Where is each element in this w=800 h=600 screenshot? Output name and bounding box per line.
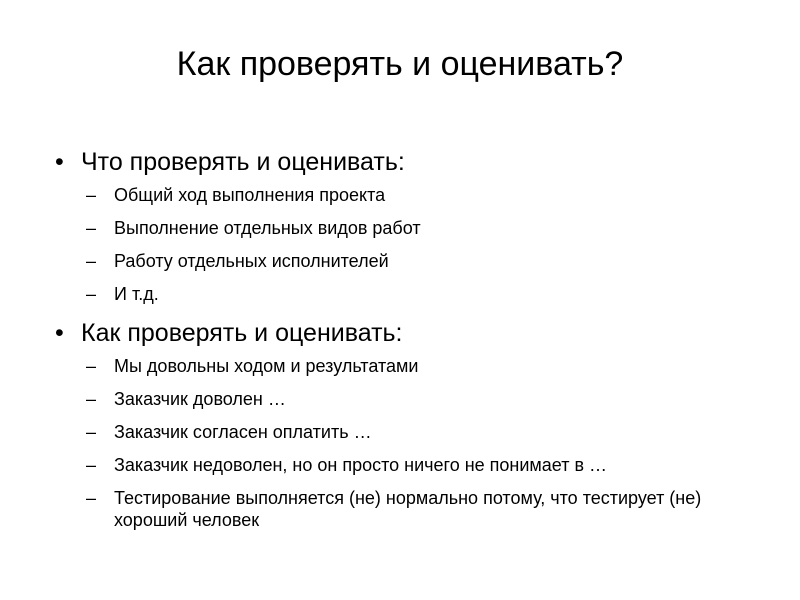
section-list-what	[55, 184, 755, 305]
bullet-icon: •	[55, 148, 64, 176]
list-item	[55, 184, 755, 206]
dash-icon: –	[86, 284, 97, 304]
list-item	[55, 454, 755, 476]
list-item-text: Выполнение отдельных видов работ	[114, 218, 421, 238]
dash-icon: –	[86, 185, 97, 205]
dash-icon: –	[86, 389, 97, 409]
dash-icon: –	[86, 356, 97, 376]
list-item-text: Работу отдельных исполнителей	[114, 251, 389, 271]
dash-icon: –	[86, 488, 97, 508]
list-item-text: Заказчик недоволен, но он просто ничего не понимает в …	[114, 455, 608, 475]
section-heading-label: Что проверять и оценивать:	[81, 148, 405, 176]
dash-icon: –	[86, 251, 97, 271]
bullet-icon: •	[55, 319, 64, 347]
list-item	[55, 250, 755, 272]
list-item	[55, 487, 755, 531]
list-item	[55, 355, 755, 377]
list-item-text: И т.д.	[114, 284, 159, 304]
list-item	[55, 217, 755, 239]
list-item	[55, 421, 755, 443]
dash-icon: –	[86, 218, 97, 238]
list-item-text: Заказчик согласен оплатить …	[114, 422, 372, 442]
dash-icon: –	[86, 455, 97, 475]
section-list-how	[55, 355, 755, 531]
slide-title: Как проверять и оценивать?	[176, 45, 624, 83]
list-item-text: Общий ход выполнения проекта	[114, 185, 386, 205]
section-heading-how	[55, 316, 755, 350]
list-item	[55, 388, 755, 410]
list-item-text: Тестирование выполняется (не) нормально потому, что тестирует (не) хороший человек	[114, 488, 702, 530]
dash-icon: –	[86, 422, 97, 442]
list-item-text: Мы довольны ходом и результатами	[114, 356, 419, 376]
section-heading-what	[55, 145, 755, 179]
slide-content	[55, 145, 755, 542]
section-heading-label: Как проверять и оценивать:	[81, 319, 403, 347]
list-item-text: Заказчик доволен …	[114, 389, 286, 409]
list-item	[55, 283, 755, 305]
